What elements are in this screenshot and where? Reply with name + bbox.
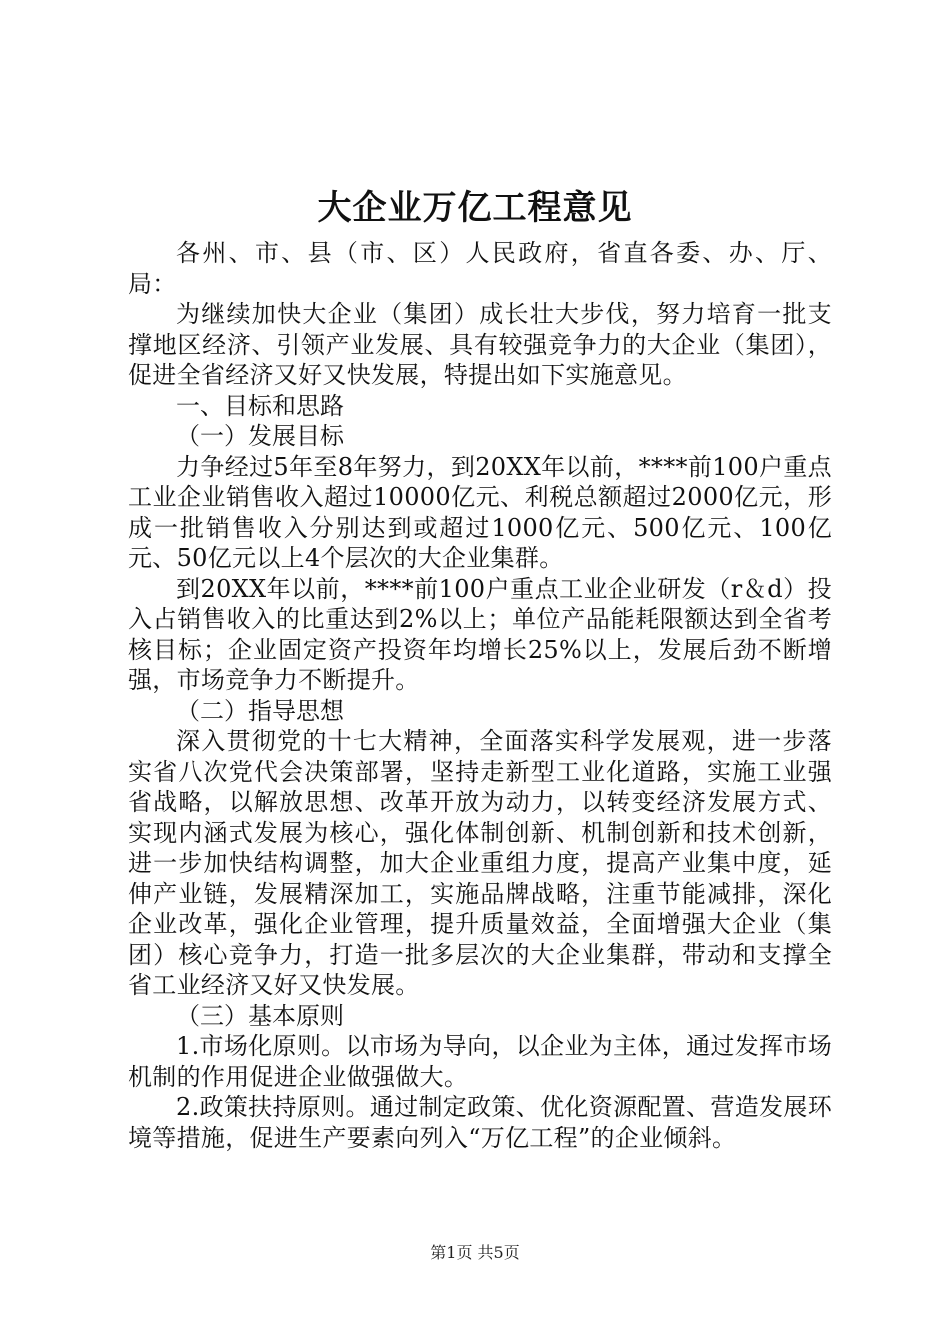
document-body — [128, 238, 832, 1153]
paragraph-goals-1: 力争经过5年至8年努力，到20XX年以前，****前100户重点工业企业销售收入超过10000亿元、利税总额超过2000亿元，形成一批销售收入分别达到或超过1000亿元、500亿元、100亿元、50亿元以上4个层次的大企业集群。 — [128, 452, 832, 572]
subsection-heading-3: （三）基本原则 — [176, 1001, 344, 1030]
subsection-heading-2: （二）指导思想 — [176, 696, 344, 725]
paragraph-goals-2: 到20XX年以前，****前100户重点工业企业研发（r＆d）投入占销售收入的比重达到2%以上；单位产品能耗限额达到全省考核目标；企业固定资产投资年均增长25%以上，发展后劲不断增强，市场竞争力不断提升。 — [128, 574, 832, 694]
principle-item-2: 2.政策扶持原则。通过制定政策、优化资源配置、营造发展环境等措施，促进生产要素向列入“万亿工程”的企业倾斜。 — [128, 1093, 832, 1152]
paragraph-guiding-thought: 深入贯彻党的十七大精神，全面落实科学发展观，进一步落实省八次党代会决策部署，坚持走新型工业化道路，实施工业强省战略，以解放思想、改革开放为动力，以转变经济发展方式、实现内涵式发展为核心，强化体制创新、机制创新和技术创新，进一步加快结构调整，加大企业重组力度，提高产业集中度，延伸产业链，发展精深加工，实施品牌战略，注重节能减排，深化企业改革，强化企业管理，提升质量效益，全面增强大企业（集团）核心竞争力，打造一批多层次的大企业集群，带动和支撑全省工业经济又好又快发展。 — [128, 727, 832, 999]
salutation: 各州、市、县（市、区）人民政府，省直各委、办、厅、局： — [128, 239, 832, 298]
principle-item-1: 1.市场化原则。以市场为导向，以企业为主体，通过发挥市场机制的作用促进企业做强做大。 — [128, 1032, 832, 1091]
intro-paragraph: 为继续加快大企业（集团）成长壮大步伐，努力培育一批支撑地区经济、引领产业发展、具有较强竞争力的大企业（集团），促进全省经济又好又快发展，特提出如下实施意见。 — [128, 300, 832, 389]
section-heading-1: 一、目标和思路 — [176, 391, 344, 420]
page-footer: 第1页 共5页 — [430, 1243, 520, 1262]
subsection-heading-1: （一）发展目标 — [176, 422, 344, 450]
document-title: 大企业万亿工程意见 — [317, 188, 633, 228]
